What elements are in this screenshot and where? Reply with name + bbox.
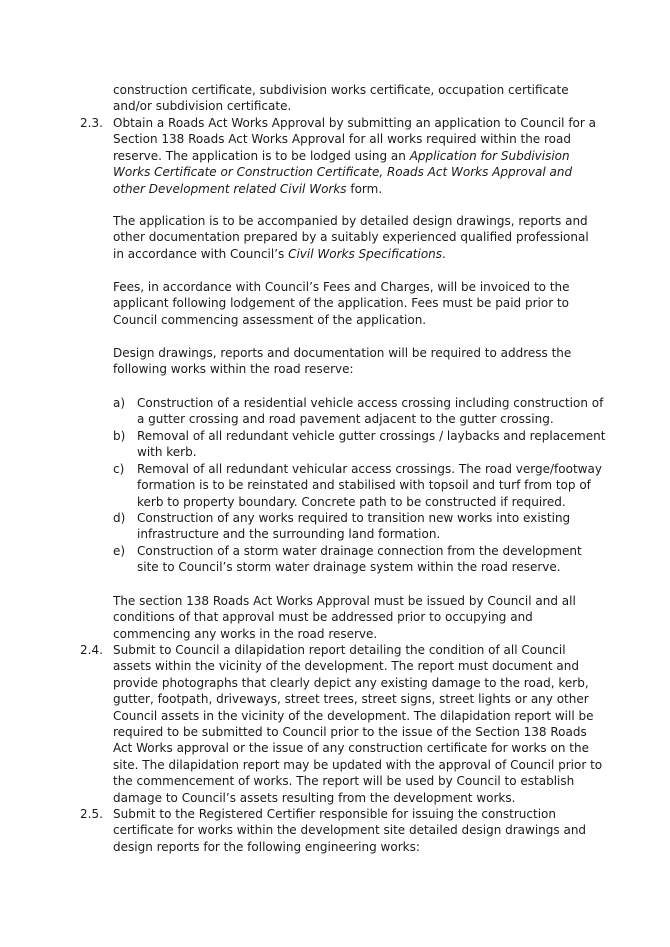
section-2-5-number: 2.5. [80, 807, 103, 821]
list-item-c-text: Removal of all redundant vehicular access crossings. The road verge/footway formation is to be reinstated and stabilised with topsoil and turf from top of kerb to property boundary. Concrete path to be constructed if required. [137, 462, 602, 509]
section-2-5-paragraph: Submit to the Registered Certifier responsible for issuing the construction certificate for works within the development site detailed design drawings and design reports for the following engineering works: [113, 807, 587, 854]
list-item-d-letter: d) [113, 511, 126, 525]
section-2-3-text-a: Obtain a Roads Act Works Approval by submitting an application to Council for a Section 138 Roads Act Works Approval for all works required within the road reserve. The application is to be lodged using an [113, 116, 596, 163]
list-item-b-letter: b) [113, 429, 126, 443]
section-2-3-paragraph-3: Fees, in accordance with Council’s Fees and Charges, will be invoiced to the applicant following lodgement of the application. Fees must be paid prior to Council commencing assessment of the application. [113, 280, 570, 327]
section-2-4-number: 2.4. [80, 643, 103, 657]
civil-works-specifications: Civil Works Specifications [288, 246, 443, 261]
section-2-3-paragraph-2 [113, 213, 603, 262]
application-form-name: Application for Subdivision Works Certificate or Construction Certificate, Roads Act Works Approval and other Development related Civil Works [113, 148, 573, 196]
section-2-3-p2-text-a: The application is to be accompanied by detailed design drawings, reports and other documentation prepared by a suitably experienced qualified professional in accordance with Council’s [113, 214, 589, 261]
list-item-a-letter: a) [113, 396, 126, 410]
list-item-e-letter: e) [113, 544, 126, 558]
intro-paragraph: construction certificate, subdivision works certificate, occupation certificate and/or subdivision certificate. [113, 83, 569, 114]
list-item-a-text: Construction of a residential vehicle access crossing including construction of a gutter crossing and road pavement adjacent to the gutter crossing. [137, 396, 604, 427]
section-2-3-paragraph-4: Design drawings, reports and documentation will be required to address the following works within the road reserve: [113, 346, 572, 377]
section-2-3-text-b: form. [346, 181, 383, 196]
list-item-c-letter: c) [113, 462, 125, 476]
section-2-3-p2-text-b: . [442, 246, 446, 261]
list-item-e-text: Construction of a storm water drainage connection from the development site to Council’s storm water drainage system within the road reserve. [137, 544, 582, 575]
section-2-3-number: 2.3. [80, 116, 103, 130]
section-2-4-paragraph: Submit to Council a dilapidation report detailing the condition of all Council assets within the vicinity of the development. The report must document and provide photographs that clearly depict any existing damage to the road, kerb, gutter, footpath, driveways, street trees, street signs, street lights or any other Council assets in the vicinity of the development. The dilapidation report will be required to be submitted to Council prior to the issue of the Section 138 Roads Act Works approval or the issue of any construction certificate for works on the site. The dilapidation report may be updated with the approval of Council prior to the commencement of works. The report will be used by Council to establish damage to Council’s assets resulting from the development works. [113, 643, 603, 805]
list-item-b-text: Removal of all redundant vehicle gutter crossings / laybacks and replacement with kerb. [137, 429, 606, 460]
section-2-3-paragraph-1 [113, 115, 603, 197]
list-item-d-text: Construction of any works required to transition new works into existing infrastructure and the surrounding land formation. [137, 511, 571, 542]
section-2-3-paragraph-5: The section 138 Roads Act Works Approval must be issued by Council and all conditions of that approval must be addressed prior to occupying and commencing any works in the road reserve. [113, 594, 576, 641]
